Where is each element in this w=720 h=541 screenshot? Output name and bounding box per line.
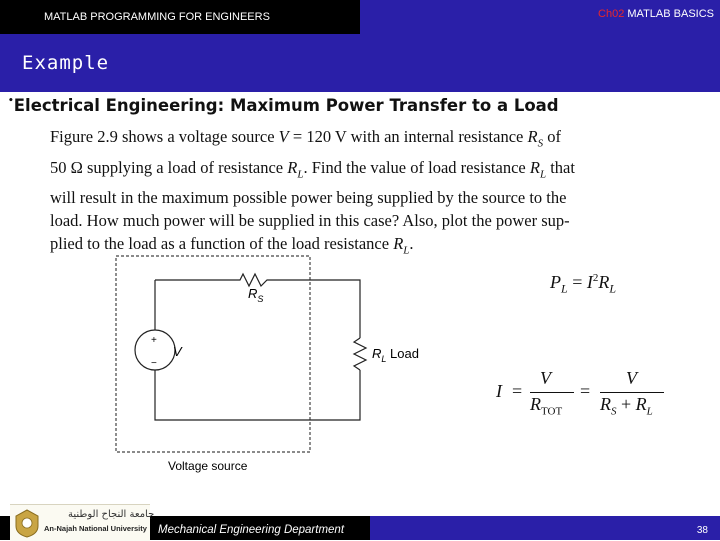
problem-line-1	[50, 125, 680, 156]
bullet-icon: •	[8, 96, 14, 106]
problem-line-2	[50, 156, 680, 187]
rs-label: $R_S$	[248, 286, 264, 304]
fraction-denominator	[530, 394, 562, 418]
eq-symbol: I	[496, 381, 502, 401]
current-equation	[496, 368, 676, 418]
power-equation	[550, 272, 616, 297]
university-name-arabic: جامعة النجاح الوطنية	[68, 509, 155, 520]
problem-line-3: will result in the maximum possible power being supplied by the source to the	[50, 188, 567, 207]
sub-l: L	[403, 244, 410, 257]
eq-operator: =	[512, 381, 523, 401]
text-run: = 120 V with an internal resistance	[288, 127, 528, 146]
fraction-numerator: V	[540, 368, 551, 388]
text-run: Figure 2.9 shows a voltage source	[50, 127, 279, 146]
header-right-bar	[360, 0, 720, 34]
department-name: Mechanical Engineering Department	[158, 524, 345, 536]
var-r: R	[527, 127, 538, 146]
voltage-source-box	[116, 256, 310, 452]
eq-operator: =	[580, 381, 591, 401]
header-left-bar	[0, 0, 360, 34]
text-run: .	[409, 234, 414, 254]
var-r: R	[393, 234, 404, 254]
eq-subscript: L	[646, 405, 653, 418]
course-title: MATLAB PROGRAMMING FOR ENGINEERS	[44, 11, 270, 23]
eq-exponent: 2	[592, 272, 599, 284]
chapter-heading	[598, 8, 714, 20]
sub-l: L	[539, 167, 547, 180]
fraction-bar	[600, 392, 664, 393]
var-r: R	[529, 157, 540, 177]
text-run: . Find the value of load resistance	[303, 157, 530, 177]
eq-subscript: TOT	[541, 405, 563, 418]
sub-l: L	[297, 167, 304, 180]
eq-symbol: R	[635, 394, 647, 414]
sub-s: S	[537, 137, 544, 150]
title-band	[0, 34, 720, 92]
rl-label: $R_L$ Load	[372, 346, 419, 364]
minus-sign: −	[151, 358, 157, 369]
text-run: that	[546, 157, 575, 177]
text-run: 50 Ω supplying a load of resistance	[50, 157, 288, 177]
eq-subscript: L	[609, 281, 617, 296]
problem-statement	[50, 125, 680, 263]
chapter-label: Ch02	[598, 8, 625, 20]
chapter-title: MATLAB BASICS	[627, 8, 714, 20]
eq-subscript: S	[611, 405, 617, 418]
var-v: V	[278, 127, 289, 146]
eq-operator: +	[616, 394, 636, 414]
text-run: of	[543, 127, 561, 146]
fraction-numerator: V	[626, 368, 637, 388]
var-r: R	[287, 157, 298, 177]
eq-symbol: R	[530, 394, 541, 414]
university-name-english: An-Najah National University	[44, 524, 147, 533]
eq-symbol: I	[586, 272, 593, 292]
eq-symbol: P	[550, 272, 561, 292]
fraction-bar	[530, 392, 574, 393]
footer-right-bar	[370, 516, 720, 540]
subheading	[8, 96, 559, 115]
source-label: V	[173, 344, 182, 359]
circuit-caption: Voltage source	[168, 459, 248, 473]
page-number: 38	[696, 525, 708, 536]
eq-symbol: R	[598, 272, 610, 292]
text-run: plied to the load as a function of the load resistance	[50, 234, 394, 254]
circuit-wire	[155, 370, 360, 420]
problem-line-4: load. How much power will be supplied in this case? Also, plot the power sup-	[50, 211, 570, 231]
eq-subscript: L	[561, 281, 568, 296]
eq-operator: =	[567, 272, 587, 292]
university-logo	[10, 504, 155, 541]
circuit-diagram	[110, 250, 430, 480]
subheading-text: Electrical Engineering: Maximum Power Transfer to a Load	[13, 96, 559, 115]
eq-symbol: R	[600, 394, 611, 414]
plus-sign: +	[151, 335, 157, 346]
load-resistor	[354, 338, 366, 370]
slide-title: Example	[22, 52, 110, 74]
fraction-denominator	[600, 394, 653, 418]
circuit-wire	[155, 274, 360, 338]
slide-header	[0, 0, 720, 34]
university-emblem-icon	[14, 508, 40, 538]
